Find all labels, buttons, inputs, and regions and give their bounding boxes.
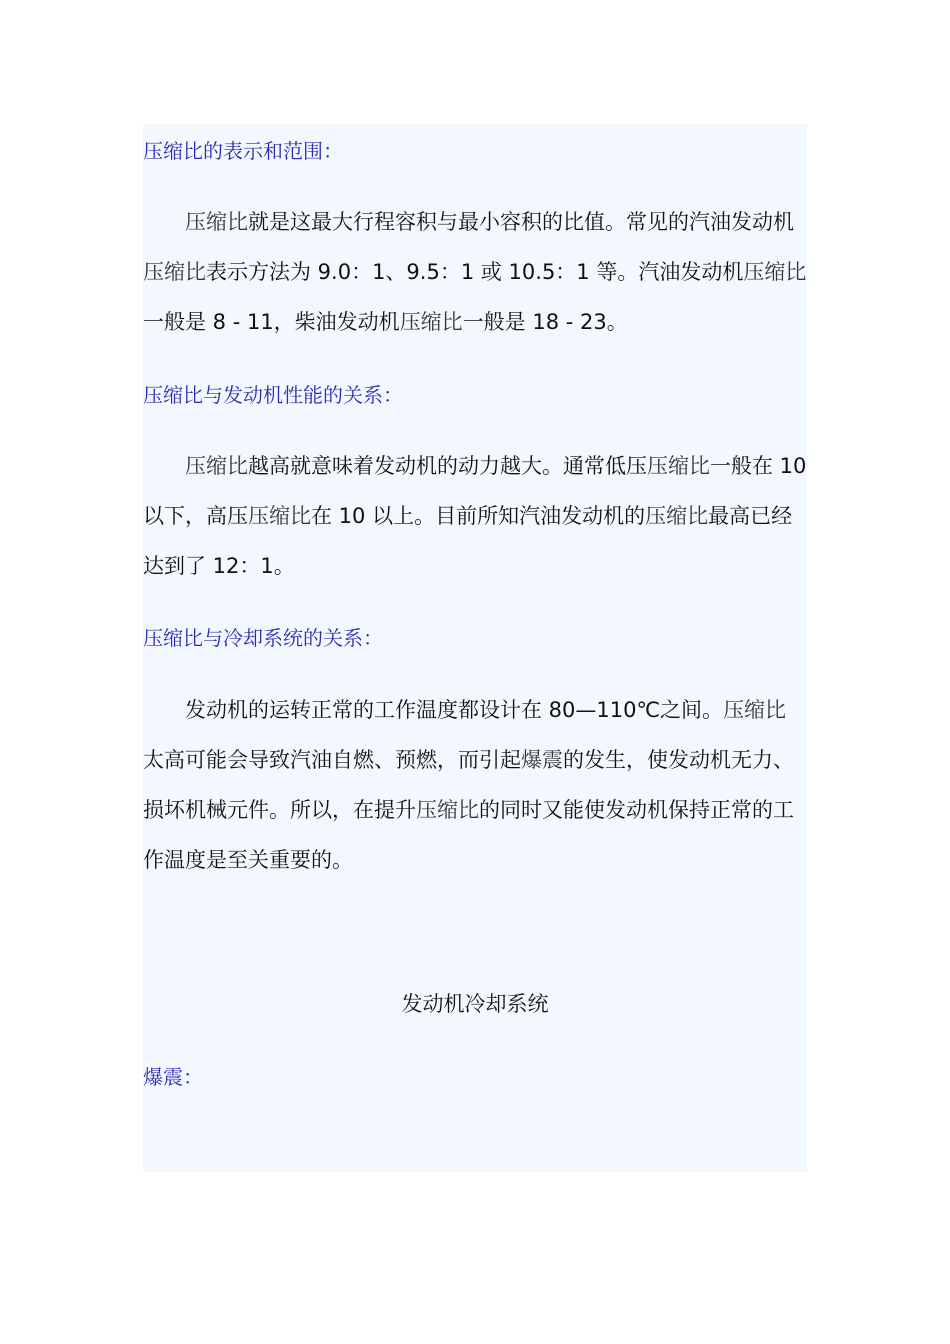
technical-term: 压缩比: [143, 260, 206, 284]
paragraph-text: 表示方法为 9.0：1、9.5：1 或 10.5：1 等。汽油发动机: [206, 260, 744, 284]
technical-term: 压缩比: [399, 310, 463, 334]
paragraph-text: 发动机的运转正常的工作温度都设计在 80—110℃之间。: [185, 698, 724, 722]
paragraph-text: 的同时又能使发动机保持正常的工作温度是至关重要的。: [143, 798, 794, 872]
document-page: [143, 124, 807, 1172]
section-heading-cooling-system: 压缩比与冷却系统的关系：: [143, 626, 383, 650]
figure-caption: 发动机冷却系统: [401, 992, 549, 1016]
technical-term: 压缩比: [416, 798, 479, 822]
technical-term: 压缩比: [647, 454, 710, 478]
technical-term: 压缩比: [645, 504, 709, 528]
paragraph-compression-ratio-range: [143, 197, 807, 347]
technical-term: 压缩比: [248, 504, 311, 528]
paragraph-text: 太高可能会导致汽油自燃、预燃，而引起: [143, 748, 521, 772]
technical-term: 压缩比: [185, 210, 248, 234]
paragraph-text: 的发生，使发动机无力、损坏机械元件。所以，在提升: [143, 748, 794, 822]
paragraph-engine-performance: [143, 441, 807, 591]
paragraph-text: 一般在 10 以下，高压: [143, 454, 807, 528]
section-heading-knock: 爆震：: [143, 1065, 203, 1089]
section-heading-engine-performance: 压缩比与发动机性能的关系：: [143, 383, 403, 407]
technical-term: 压缩比: [743, 260, 807, 284]
paragraph-text: 一般是 18 - 23。: [462, 310, 628, 334]
paragraph-text: 最高已经达到了 12：1。: [143, 504, 793, 578]
technical-term: 压缩比: [185, 454, 248, 478]
paragraph-text: 一般是 8 - 11，柴油发动机: [143, 310, 400, 334]
paragraph-cooling-system: [143, 685, 807, 885]
paragraph-text: 就是这最大行程容积与最小容积的比值。常见的汽油发动机: [248, 210, 794, 234]
paragraph-text: 在 10 以上。目前所知汽油发动机的: [311, 504, 646, 528]
section-heading-compression-ratio-range: 压缩比的表示和范围：: [143, 139, 343, 163]
technical-term: 压缩比: [723, 698, 787, 722]
technical-term: 爆震: [521, 748, 563, 772]
paragraph-text: 越高就意味着发动机的动力越大。通常低压: [248, 454, 647, 478]
